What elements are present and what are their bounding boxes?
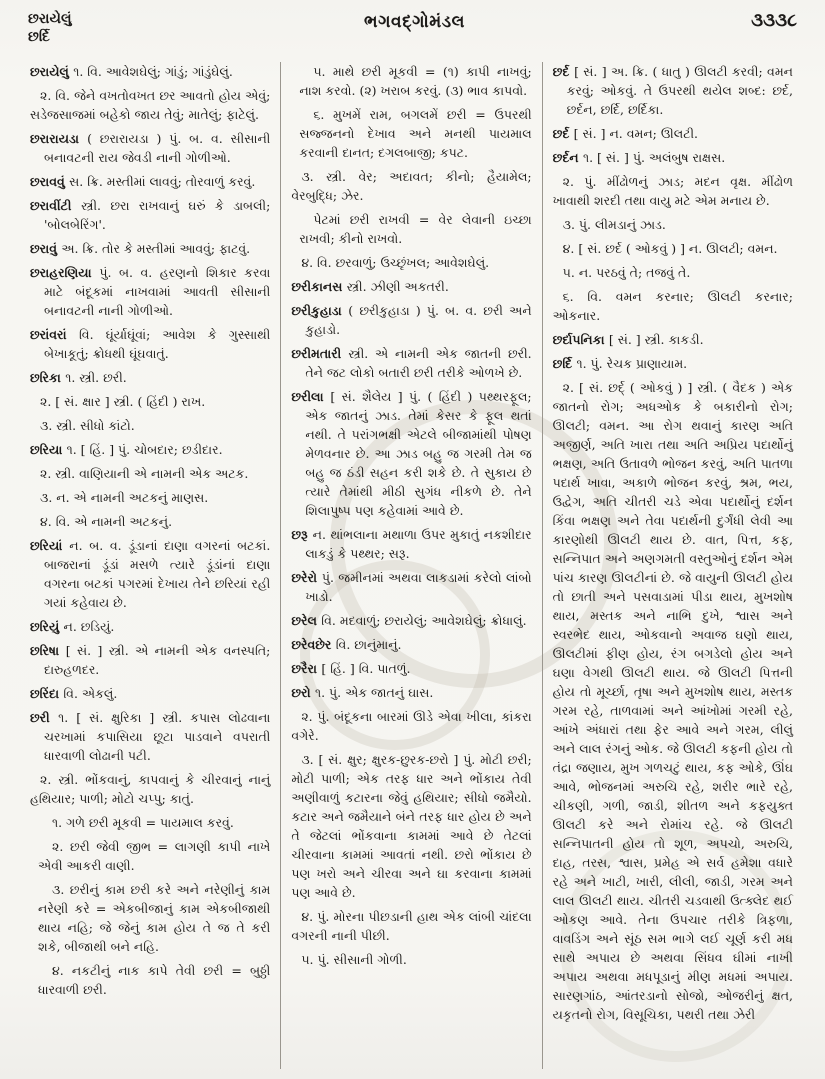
entry-text: વિ. મદવાળું; છરાયેલું; આવેશઘેલું; ક્રોધાલું. xyxy=(321,613,527,628)
dictionary-entry xyxy=(30,684,270,703)
dictionary-entry xyxy=(30,62,270,81)
entry-text: ૨. પું. બંદૂકના બારમાં ઊડે એવા ખીલા, કાંકરા વગેરે. xyxy=(291,709,532,743)
entry-text: વિ. એકલું. xyxy=(63,686,118,701)
entry-text: ૬. મુખમેં રામ, બગલમેં છરી = ઉપરથી સજ્જનનો દેખાવ અને મનથી પાયમાલ કરવાની દાનત; દગલબાજી; કપટ. xyxy=(299,107,532,160)
entry-sense xyxy=(30,86,270,124)
entry-sense xyxy=(553,263,793,282)
headword: છર્દન xyxy=(552,150,583,165)
entry-text: સ. ક્રિ. મસ્તીમાં લાવવું; તોરવાળું કરવું. xyxy=(69,174,256,189)
entry-text: ન. છડિયું. xyxy=(63,619,115,634)
entry-text: સ્ત્રી. છરા રાખવાનું ઘરું કે ડાબલી; 'બોલબેરિંગ'. xyxy=(44,198,271,232)
headword: છરિયાં xyxy=(30,538,70,553)
entry-text: ૪. નકટીનું નાક કાપે તેવી છરી = બુઠ્ઠી ધારવાળી છરી. xyxy=(38,963,271,997)
headword: છરો xyxy=(291,685,315,700)
entry-idiom xyxy=(30,813,270,832)
entry-text: ૫. પું. સીસાની ગોળી. xyxy=(301,952,407,967)
entry-text: ૧. વિ. આવેશઘેલું; ગાંડું; ગાંડુંઘેલું. xyxy=(73,64,233,79)
entry-text: ( છરારાયડા ) પું. બ. વ. સીસાની બનાવટની રાય જેવડી નાની ગોળીઓ. xyxy=(44,131,271,165)
dictionary-entry xyxy=(30,708,270,765)
entry-idiom xyxy=(291,105,531,162)
entry-text: ૧. ગળે છરી મૂકવી = પાયમાલ કરવું. xyxy=(52,815,234,830)
dictionary-entry xyxy=(30,129,270,167)
dictionary-entry xyxy=(553,148,793,167)
entry-text: પું. જમીનમાં અથવા લાકડામાં કરેલો લાંબો ખાડો. xyxy=(305,570,532,604)
column-2 xyxy=(280,62,541,1069)
entry-text: ૪. વિ. છરવાળું; ઉચ્છૃંખલ; આવેશઘેલું. xyxy=(301,255,490,270)
headword: છરાવવું xyxy=(30,174,70,189)
headword: છર્દાપનિકા xyxy=(552,332,609,347)
entry-idiom xyxy=(30,837,270,875)
entry-text: ૫. માથે છરી મૂકવી = (૧) કાપી નાખવું; નાશ કરવો. (૨) ખરાબ કરવું. (૩) ભાવ કાપવો. xyxy=(299,64,532,98)
dictionary-entry xyxy=(30,196,270,234)
entry-text: ૩. ન. એ નામની અટકનું માણસ. xyxy=(40,490,209,505)
entry-sense xyxy=(30,488,270,507)
headword: છરૈરા xyxy=(291,661,322,676)
headword: છરીલા xyxy=(291,389,331,404)
entry-text: [ હિં. ] વિ. પાતળું. xyxy=(321,661,411,676)
entry-text: સ્ત્રી. એ નામની એક જાતની છરી. તેને જટ લોકો બતારી છરી તરીકે ઓળખે છે. xyxy=(305,346,532,380)
entry-text: વિ. છાનુંમાનું. xyxy=(335,637,402,652)
headword: છરેરો xyxy=(291,570,322,585)
dictionary-entry xyxy=(553,330,793,349)
entry-text: ૨. પું. મીંઢોળનું ઝાડ; મદન વૃક્ષ. મીંઢોળ ખાવાથી શરદી તથા વાયુ મટે એમ મનાય છે. xyxy=(552,174,793,208)
headword: છર્દિ xyxy=(552,356,577,371)
dictionary-entry xyxy=(291,683,531,702)
dictionary-entry xyxy=(291,387,531,520)
running-head-word-2: છર્દિ xyxy=(28,29,50,46)
headword: છર્દ xyxy=(552,64,575,79)
entry-sense xyxy=(291,950,531,969)
dictionary-entry xyxy=(30,263,270,320)
entry-sense xyxy=(291,707,531,745)
entry-text: ૪. પું. મોરના પીછડાની હાથ એક લાંબી ચાંદલા વગરની નાની પીછી. xyxy=(291,909,532,943)
running-head-word-1: છરાયેલું xyxy=(28,11,72,27)
entry-sense xyxy=(553,239,793,258)
dictionary-entry xyxy=(30,617,270,636)
entry-sense xyxy=(553,378,793,1024)
entry-sense xyxy=(553,172,793,210)
dictionary-entry xyxy=(30,172,270,191)
entry-text: સ્ત્રી. ઝીણી અકતરી. xyxy=(346,279,449,294)
dictionary-entry xyxy=(553,62,793,119)
entry-sense xyxy=(30,392,270,411)
dictionary-entry xyxy=(291,525,531,563)
entry-text: વિ. ઘૂંર્યાઘૂંવાં; આવેશ કે ગુસ્સાથી બેખાકૂતું; ક્રોધથી ઘૂંઘવાતું. xyxy=(44,327,271,361)
headword: છરિષા xyxy=(30,643,66,658)
dictionary-entry xyxy=(30,641,270,679)
entry-idiom xyxy=(291,62,531,100)
headword: છરેવછેર xyxy=(291,637,336,652)
entry-text: ૧. [ સં. ] પું. અલંબુષ રાક્ષસ. xyxy=(582,150,726,165)
headword: છરાહરણિયા xyxy=(30,265,100,280)
dictionary-entry xyxy=(30,536,270,612)
entry-text: ૪. વિ. એ નામની અટકનું. xyxy=(40,514,173,529)
entry-sense xyxy=(30,464,270,483)
headword: છરિયા xyxy=(30,442,67,457)
page-number: ૩૩૩૮ xyxy=(751,10,797,31)
headword: છરીમતારી xyxy=(291,346,349,361)
entry-sense xyxy=(291,907,531,945)
dictionary-entry xyxy=(30,368,270,387)
entry-sense xyxy=(30,416,270,435)
entry-text: [ સં. શૈલેય ] પું. ( હિંદી ) પથ્થરફૂલ; એક જાતનું ઝાડ. તેમાં કેસર કે ફૂલ થતાં નથી. તે પરાંગભક્ષી એટલે બીજામાંથી પોષણ મેળવનાર છે. આ ઝાડ બહુ જ ગરમી તેમ જ બહુ જ ઠંડી સહન કરી શકે છે. તે સુકાય છે ત્યારે તેમાંથી મીઠી સુગંધ નીકળે છે. તેને શિલાપુષ્પ પણ કહેવામાં આવે છે. xyxy=(305,389,532,518)
entry-text: ૩. પું. લીમડાનું ઝાડ. xyxy=(562,217,666,232)
entry-text: [ સં. ] સ્ત્રી. એ નામની એક વનસ્પતિ; દારુહળદર. xyxy=(44,643,271,677)
entry-text: [ સં. ] અ. ક્રિ. ( ધાતુ ) ઊલટી કરવી; વમન કરવું; ઓકવું. તે ઉપરથી થયેલ શબ્દ: છર્દ, છર્દન, છર્દિ, છર્દિકા. xyxy=(566,64,793,117)
entry-text: પું. બ. વ. હરણનો શિકાર કરવા માટે બંદૂકમાં નાખવામાં આવતી સીસાની બનાવટની નાની ગોળીઓ. xyxy=(44,265,271,318)
entry-text: ૧. સ્ત્રી. છરી. xyxy=(65,370,127,385)
headword: છરારાયડા xyxy=(30,131,88,146)
headword: છરાવીંટી xyxy=(30,198,82,213)
entry-text: [ સં. ] ન. વમન; ઊલટી. xyxy=(573,126,699,141)
entry-idiom xyxy=(291,210,531,248)
dictionary-columns xyxy=(28,62,803,1069)
dictionary-entry xyxy=(291,611,531,630)
headword: છર્દ xyxy=(552,126,574,141)
dictionary-entry xyxy=(30,239,270,258)
entry-sense xyxy=(291,750,531,902)
headword: છરાવું xyxy=(30,241,62,256)
dictionary-entry xyxy=(291,344,531,382)
entry-text: ૩. છરીનું કામ છરી કરે અને નરેણીનું કામ નરેણી કરે = એકબીજાનું કામ એકબીજાથી થાય નહિ; જે જેનું કામ હોય તે જ તે કરી શકે, બીજાથી બને નહિ. xyxy=(38,882,271,954)
entry-text: પેટમાં છરી રાખવી = વેર લેવાની ઇચ્છા રાખવી; કીનો રાખવો. xyxy=(299,212,532,246)
page-header xyxy=(28,8,801,60)
entry-text: અ. ક્રિ. તોર કે મસ્તીમાં આવવું; ફાટવું. xyxy=(61,241,251,256)
entry-idiom xyxy=(30,961,270,999)
headword: છરૂ xyxy=(291,527,313,542)
dictionary-entry xyxy=(291,277,531,296)
headword: છરી xyxy=(30,710,59,725)
dictionary-entry xyxy=(30,440,270,459)
entry-text: ૨. સ્ત્રી. ભોંકવાનું, કાપવાનું કે ચીરવાનું નાનું હથિયાર; પાળી; મોટો ચપ્પુ; કાતું. xyxy=(30,772,271,806)
headword: છરીકાનસ xyxy=(291,279,347,294)
entry-text: ૨. વિ. જેને વખતોવખત છર આવતો હોય એવું; સડેજસાજમાં બહેકો જાય તેવું; માતેલું; ફાટેલું. xyxy=(30,88,271,122)
entry-idiom xyxy=(30,880,270,956)
headword: છરેલ xyxy=(291,613,322,628)
dictionary-entry xyxy=(291,568,531,606)
entry-text: ૩. [ સં. ક્ષુર; ક્ષુરક-છુરક-છરો ] પું. મોટી છરી; મોટી પાળી; એક તરફ ધાર અને ભોંકાય તેવી અણીવાળું કટારના જેવું હથિયાર; સીધો જમૈયો. કટાર અને જમૈયાને બંને તરફ ધાર હોય છે અને તે જેટલાં ભોંકવાના કામમાં આવે છે તેટલાં ચીરવાના કામમાં આવતાં નથી. છરો ભોંકાય છે પણ ખરો અને ચીરવા અને ઘા કરવાના કામમાં પણ આવે છે. xyxy=(291,752,532,900)
book-title: ભગવદ્ગોમંડલ xyxy=(364,12,465,32)
entry-sense xyxy=(553,215,793,234)
entry-text: ૨. છરી જેવી જીભ = લાગણી કાપી નાખે એવી આકરી વાણી. xyxy=(38,839,271,873)
entry-text: ૨. [ સં. ક્ષાર ] સ્ત્રી. ( હિંદી ) રાખ. xyxy=(40,394,206,409)
headword: છરાયેલું xyxy=(30,64,74,79)
entry-sense xyxy=(553,287,793,325)
entry-text: ન. થાંભલાના મથાળા ઉપર મુકાતું નકશીદાર લાકડું કે પથ્થર; સરૂ. xyxy=(305,527,532,561)
entry-text: ૫. ન. પરઠવું તે; તજવું તે. xyxy=(562,265,691,280)
headword: છરીકુહાડા xyxy=(291,303,349,318)
column-3 xyxy=(542,62,803,1069)
entry-sense xyxy=(291,253,531,272)
headword: છરિંદા xyxy=(30,686,64,701)
entry-text: ૪. [ સં. છર્દ ( ઓકવું ) ] ન. ઊલટી; વમન. xyxy=(562,241,778,256)
headword: છરિયું xyxy=(30,619,64,634)
dictionary-entry xyxy=(553,354,793,373)
entry-text: ૬. વિ. વમન કરનાર; ઊલટી કરનાર; ઓકનાર. xyxy=(552,289,793,323)
entry-text: ( છરીકુહાડા ) પું. બ. વ. છરી અને કુહાડો. xyxy=(305,303,532,337)
entry-text: ૨. [ સં. છર્દ્ ( ઓકવું ) ] સ્ત્રી. ( વૈદક ) એક જાતનો રોગ; અધઓક કે બકારીનો રોગ; ઊલટી; વમન. આ રોગ થવાનું કારણ અતિ અજીર્ણ, અતિ ખારા તથા અતિ અપ્રિય પદાર્થોનું ભક્ષણ, અતિ ઉતાવળે ભોજન કરવું, અતિ પાતળા પદાર્થ ખાવા, અકાળે ભોજન કરવું, શ્રમ, ભય, ઉદ્વેગ, અતિ ચીતરી ચડે એવા પદાર્થોનું દર્શન કિંવા ભક્ષણ અને તેવા પદાર્થની દુર્ગંધી લેવી આ કારણોથી ઊલટી થાય છે. વાત, પિત્ત, કફ, સન્નિપાત અને અણગમતી વસ્તુઓનું દર્શન એમ પાંચ કારણ ઊલટીનાં છે. જે વાયુની ઊલટી હોય તો છાતી અને પસવાડામાં પીડા થાય, મુખશોષ થાય, મસ્તક અને નાભિ દુખે, શ્વાસ અને સ્વરભેદ થાય, ઓકવાનો અવાજ ઘણો થાય, ઊલટીમાં ફીણ હોય, રંગ બગડેલો હોય અને ઘણા વેગથી ઊલટી થાય. જે ઊલટી પિત્તની હોય તો મૂર્ચ્છા, તૃષા અને મુખશોષ થાય, મસ્તક ગરમ રહે, તાળવામાં અને આંખોમાં ગરમી રહે, આંખે અંધારાં તથા ફેર આવે અને ગરમ, લીલું અને લાલ રંગનું ઓક. જે ઊલટી કફની હોય તો તંદ્રા જણાય, મુખ ગળચટું થાય, કફ ઓકે, ઊંઘ આવે, ભોજનમાં અરુચિ રહે, શરીર ભારે રહે, ચીકણી, ગળી, જાડી, શીતળ અને કફયુક્ત ઊલટી કરે અને રોમાંચ રહે. જે ઊલટી સન્નિપાતની હોય તો શૂળ, અપચો, અરુચિ, દાહ, તરસ, શ્વાસ, પ્રમેહ એ સર્વ હમેશા વધારે રહે અને ખાટી, ખારી, લીલી, જાડી, ગરમ અને લાલ ઊલટી થાય. ચીતરી ચડવાથી ઉત્ક્લેદ થઈ ઓકણ આવે. તેના ઉપચાર તરીકે ત્રિફળા, વાવડિંગ અને સૂંઠ સમ ભાગે લઈ ચૂર્ણ કરી મધ સાથે અપાય છે અથવા સિંધવ ઘીમાં નાખી અપાય અથવા મધપૂડાનું મીણ મધમાં અપાય. સારણગાંઠ, આંતરડાનો સોજો, ઓજરીનું ક્ષત, યકૃતનો રોગ, વિસૂચિકા, પથરી તથા ઝેરી xyxy=(552,380,793,1022)
dictionary-entry xyxy=(30,325,270,363)
entry-text: ૧. [ સં. ક્ષુરિકા ] સ્ત્રી. કપાસ લોઢવાના ચરખામાં કપાસિયા છૂટા પાડવાને વપરાતી ધારવાળી લોઢાની પટી. xyxy=(44,710,271,763)
entry-sense xyxy=(30,512,270,531)
entry-text: ૩. સ્ત્રી. સીધો કાંટો. xyxy=(40,418,135,433)
headword: છરાંવરાં xyxy=(30,327,79,342)
headword: છરિકા xyxy=(30,370,66,385)
entry-text: ૧. પું. એક જાતનું ઘાસ. xyxy=(314,685,434,700)
entry-text: [ સં. ] સ્ત્રી. કાકડી. xyxy=(608,332,704,347)
dictionary-entry xyxy=(291,635,531,654)
entry-text: ૧. પું. રેચક પ્રાણાયામ. xyxy=(576,356,688,371)
dictionary-entry xyxy=(291,301,531,339)
dictionary-entry xyxy=(291,659,531,678)
entry-text: ૧. [ હિં. ] પું. ચોબદાર; છડીદાર. xyxy=(66,442,223,457)
entry-sense xyxy=(30,770,270,808)
entry-text: ૨. સ્ત્રી. વાણિયાની એ નામની એક અટક. xyxy=(40,466,249,481)
dictionary-entry xyxy=(553,124,793,143)
entry-text: ૩. સ્ત્રી. વેર; અદાવત; કીનો; હૈયામેલ; વેરબુદ્ધિ; ઝેર. xyxy=(291,169,532,203)
entry-text: ન. બ. વ. ડૂંડાનાં દાણા વગરનાં બટકાં. બાજરાનાં ડૂંડાં મસળે ત્યારે ડૂંડાંનાં દાણા વગરના બટકાં પગરમાં દેખાય તેને છરિયાં રહી ગયાં કહેવાય છે. xyxy=(44,538,271,610)
column-1 xyxy=(28,62,280,1069)
entry-sense xyxy=(291,167,531,205)
